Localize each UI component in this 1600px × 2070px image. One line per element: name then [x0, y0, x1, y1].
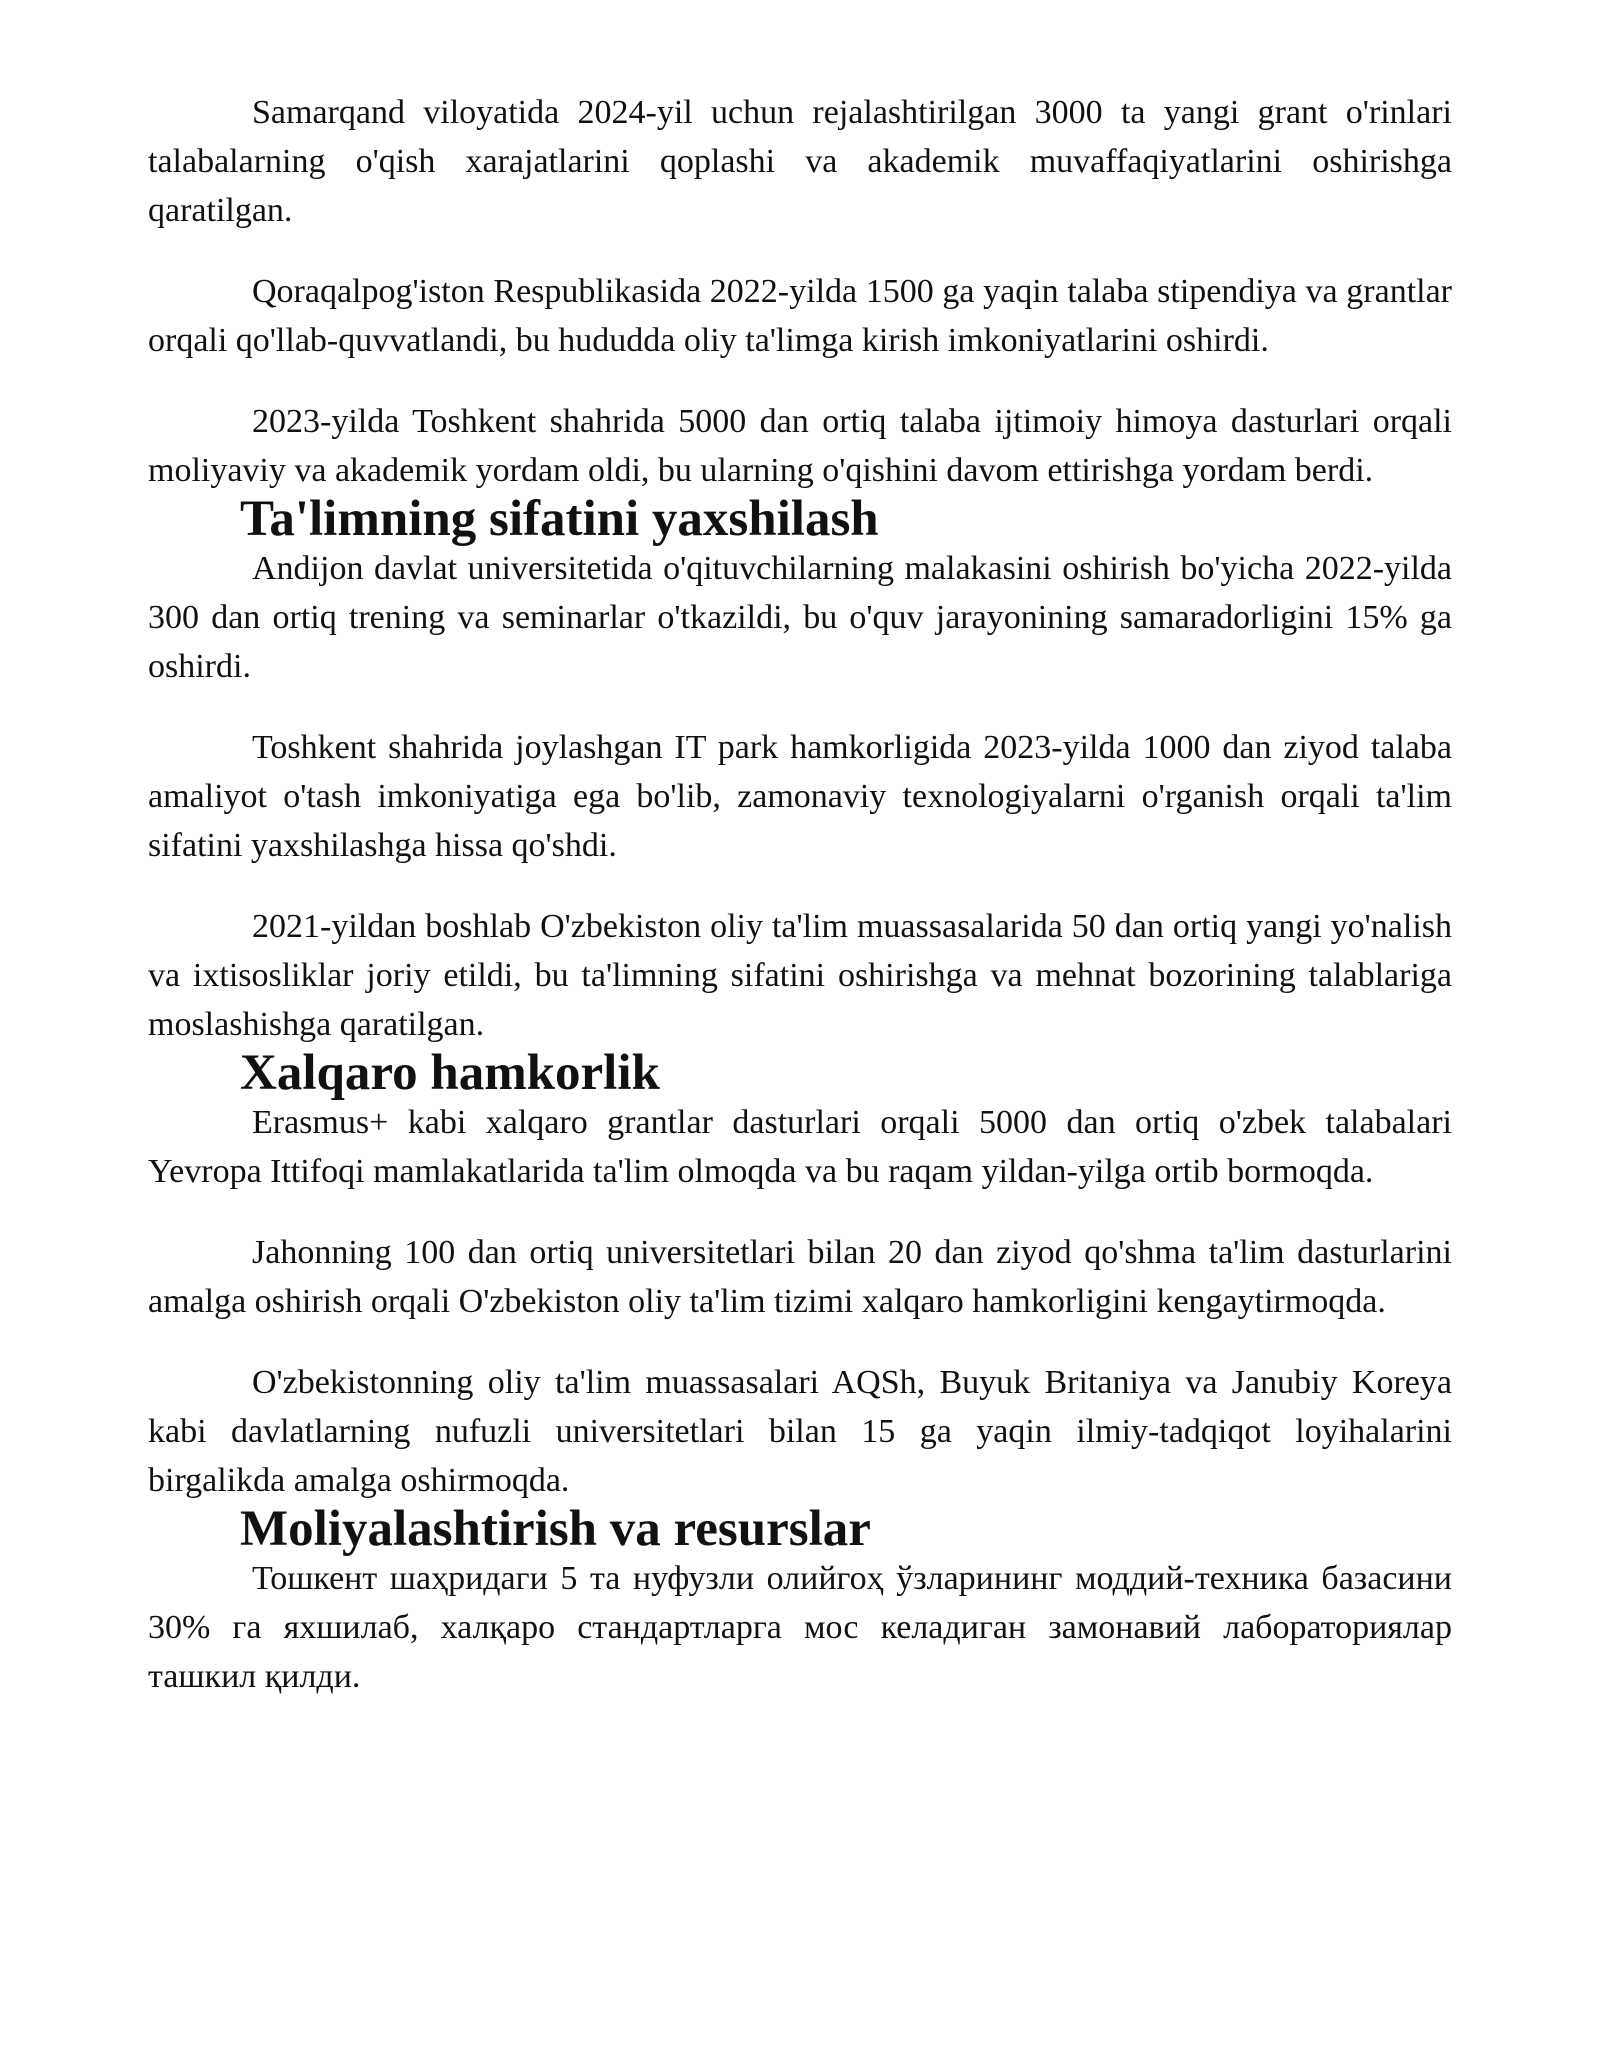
document-page	[148, 88, 1452, 1701]
paragraph: Andijon davlat universitetida o'qituvchilarning malakasini oshirish bo'yicha 2022-yilda 300 dan ortiq trening va seminarlar o'tkazildi, bu o'quv jarayonining samaradorligini 15% ga oshirdi.	[148, 550, 1452, 685]
section-heading: Xalqaro hamkorlik	[240, 1045, 660, 1101]
paragraph: Erasmus+ kabi xalqaro grantlar dasturlari orqali 5000 dan ortiq o'zbek talabalari Yevropa Ittifoqi mamlakatlarida ta'lim olmoqda va bu raqam yildan-yilga ortib bormoqda.	[148, 1104, 1452, 1190]
paragraph: Тошкент шаҳридаги 5 та нуфузли олийгоҳ ўзларининг моддий-техника базасини 30% га яхшилаб, халқаро стандартларга мос келадиган замонавий лабораториялар ташкил қилди.	[148, 1560, 1452, 1695]
paragraph: Jahonning 100 dan ortiq universitetlari bilan 20 dan ziyod qo'shma ta'lim dasturlarini amalga oshirish orqali O'zbekiston oliy ta'lim tizimi xalqaro hamkorligini kengaytirmoqda.	[148, 1234, 1452, 1320]
paragraph: 2021-yildan boshlab O'zbekiston oliy ta'lim muassasalarida 50 dan ortiq yangi yo'nalish va ixtisosliklar joriy etildi, bu ta'limning sifatini oshirishga va mehnat bozorining talablariga moslashishga qaratilgan.	[148, 908, 1452, 1043]
section-heading: Moliyalashtirish va resurslar	[240, 1501, 871, 1557]
paragraph: O'zbekistonning oliy ta'lim muassasalari AQSh, Buyuk Britaniya va Janubiy Koreya kabi davlatlarning nufuzli universitetlari bilan 15 ga yaqin ilmiy-tadqiqot loyihalarini birgalikda amalga oshirmoqda.	[148, 1364, 1452, 1499]
paragraph: 2023-yilda Toshkent shahrida 5000 dan ortiq talaba ijtimoiy himoya dasturlari orqali moliyaviy va akademik yordam oldi, bu ularning o'qishini davom ettirishga yordam berdi.	[148, 403, 1452, 489]
paragraph: Toshkent shahrida joylashgan IT park hamkorligida 2023-yilda 1000 dan ziyod talaba amaliyot o'tash imkoniyatiga ega bo'lib, zamonaviy texnologiyalarni o'rganish orqali ta'lim sifatini yaxshilashga hissa qo'shdi.	[148, 729, 1452, 864]
paragraph: Samarqand viloyatida 2024-yil uchun rejalashtirilgan 3000 ta yangi grant o'rinlari talabalarning o'qish xarajatlarini qoplashi va akademik muvaffaqiyatlarini oshirishga qaratilgan.	[148, 94, 1452, 229]
paragraph: Qoraqalpog'iston Respublikasida 2022-yilda 1500 ga yaqin talaba stipendiya va grantlar orqali qo'llab-quvvatlandi, bu hududda oliy ta'limga kirish imkoniyatlarini oshirdi.	[148, 273, 1452, 359]
section-heading: Ta'limning sifatini yaxshilash	[240, 491, 879, 547]
